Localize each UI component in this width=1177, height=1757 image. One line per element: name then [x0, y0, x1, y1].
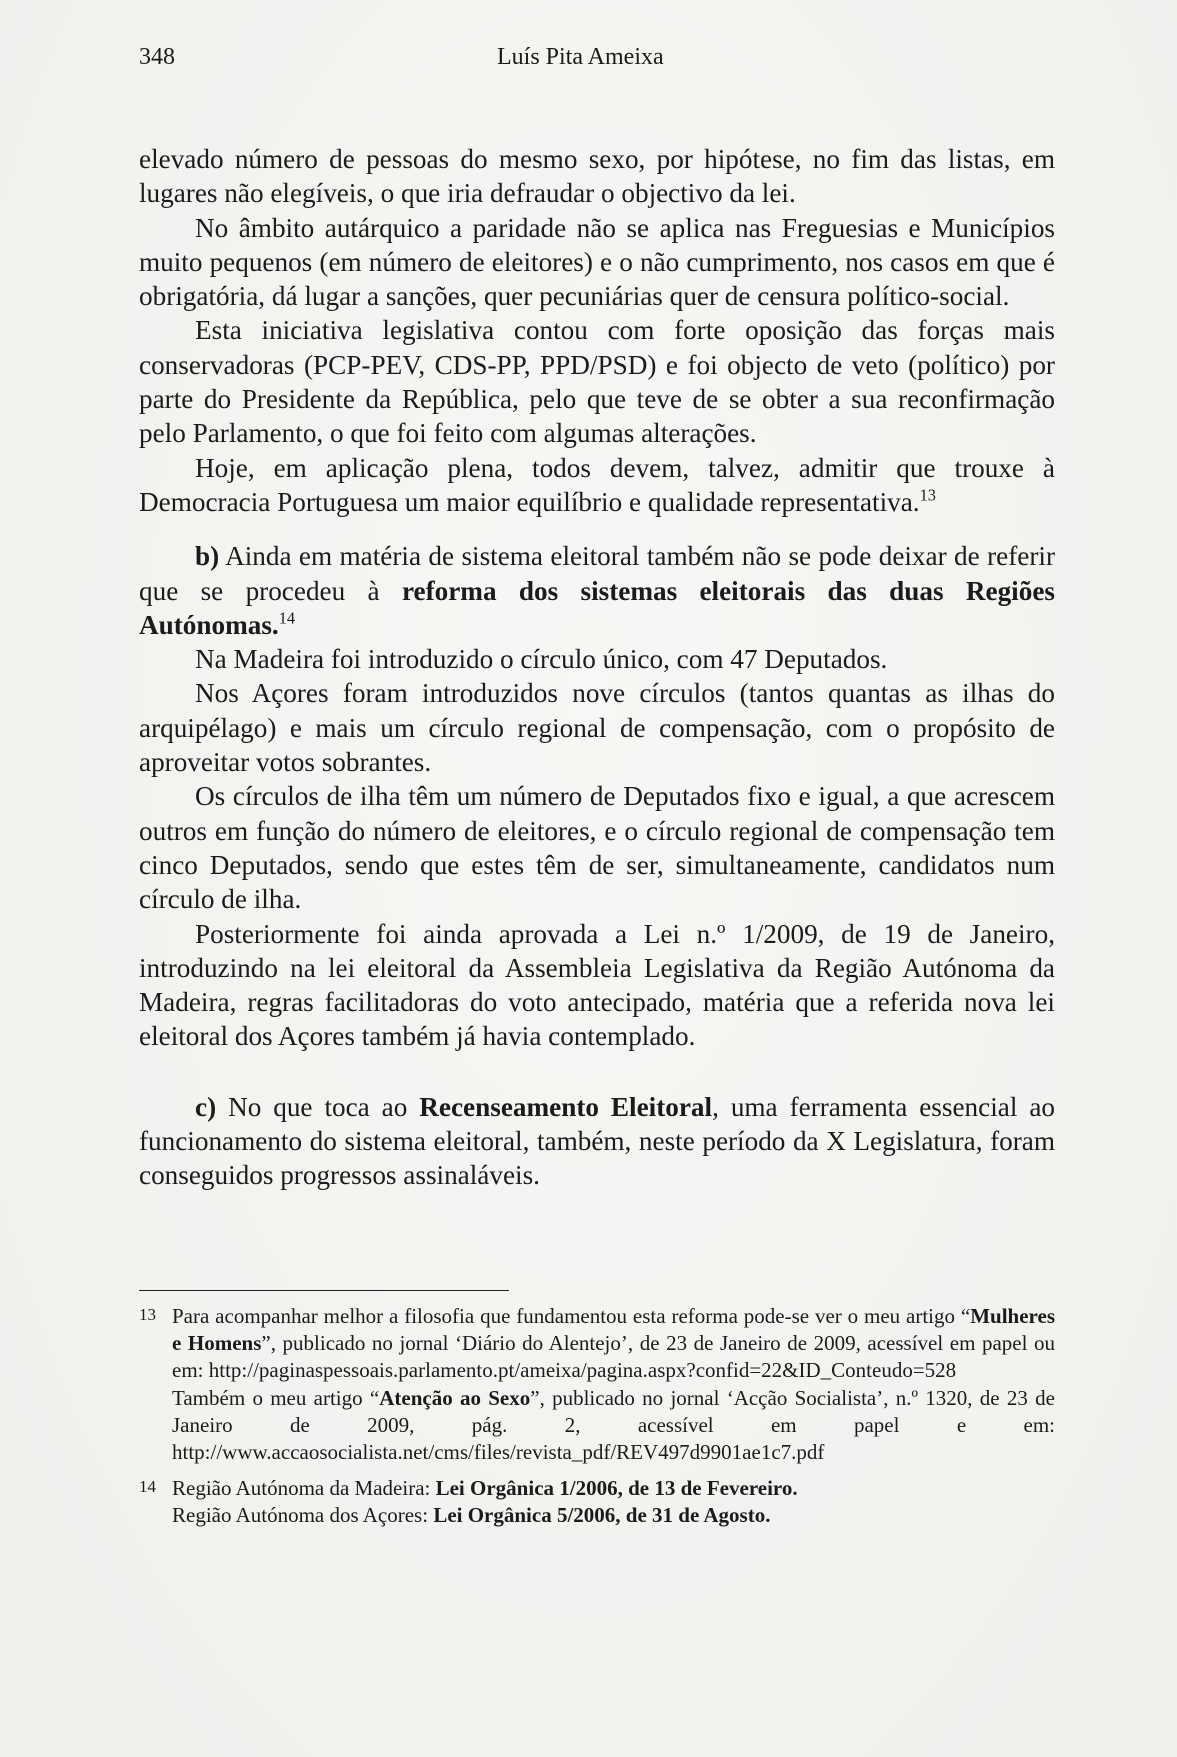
footnote-text-part: Região Autónoma da Madeira:	[172, 1476, 436, 1501]
paragraph-item-c	[139, 1090, 1055, 1193]
law-reference-azores: Lei Orgânica 5/2006, de 31 de Agosto.	[433, 1503, 771, 1528]
footnote-text	[172, 1502, 1055, 1529]
paragraph-island-circles: Os círculos de ilha têm um número de Deputados fixo e igual, a que acrescem outros em função do número de eleitores, e o círculo regional de compensação tem cinco Deputados, sendo que estes têm de ser, simultaneamente, candidatos num círculo de ilha.	[139, 781, 1055, 915]
footnote-text	[172, 1303, 1055, 1385]
article-title-atencao-ao-sexo: Atenção ao Sexo	[379, 1385, 531, 1410]
footnote-text-part: Região Autónoma dos Açores:	[172, 1503, 434, 1528]
footnote-number: 14	[139, 1477, 156, 1497]
footnote-ref-13[interactable]: 13	[919, 485, 936, 505]
bold-phrase-electoral-reform: reforma dos sistemas eleitorais das duas Regiões Autónomas.	[139, 575, 1055, 640]
footnote-number: 13	[139, 1305, 156, 1324]
paragraph-democracy-balance	[139, 451, 1055, 520]
footnote-text-part: Para acompanhar melhor a filosofia que fundamentou esta reforma pode-se ver o meu artigo “	[172, 1304, 971, 1328]
paragraph-text: Ainda em matéria de sistema eleitoral também não se pode deixar de referir que se procedeu à	[139, 541, 1055, 606]
paragraph-azores: Nos Açores foram introduzidos nove círculos (tantos quantas as ilhas do arquipélago) e mais um círculo regional de compensação, com o propósito de aproveitar votos sobrantes.	[139, 678, 1055, 778]
paragraph-municipal-parity: No âmbito autárquico a paridade não se aplica nas Freguesias e Municípios muito pequenos (em número de eleitores) e o não cumprimento, nos casos em que é obrigatória, dá lugar a sanções, quer pecuniárias quer de censura político-social.	[139, 212, 1055, 312]
paragraph-text: , uma ferramenta essencial ao funcionamento do sistema eleitoral, também, neste período da X Legislatura, foram conseguidos progressos assinaláveis.	[139, 1091, 1055, 1191]
footnotes	[139, 1303, 1055, 1539]
law-reference-madeira: Lei Orgânica 1/2006, de 13 de Fevereiro.	[435, 1476, 798, 1501]
footnote-14	[139, 1475, 1055, 1529]
footnote-text	[172, 1475, 1055, 1502]
paragraph-madeira: Na Madeira foi introduzido o círculo único, com 47 Deputados.	[195, 644, 888, 675]
paragraph-item-b	[139, 539, 1055, 642]
article-title-mulheres-e-homens: Mulheres e Homens	[172, 1304, 1055, 1356]
paragraph-legislative-opposition: Esta iniciativa legislativa contou com forte oposição das forças mais conservadoras (PCP-PEV, CDS-PP, PPD/PSD) e foi objecto de veto (político) por parte do Presidente da República, pelo que teve de se obter a sua reconfirmação pelo Parlamento, o que foi feito com algumas alterações.	[139, 315, 1055, 449]
paragraph-text: No que toca ao	[216, 1091, 420, 1122]
paragraph-law-2009: Posteriormente foi ainda aprovada a Lei n.º 1/2009, de 19 de Janeiro, introduzindo na lei eleitoral da Assembleia Legislativa da Região Autónoma da Madeira, regras facilitadoras do voto antecipado, matéria que a referida nova lei eleitoral dos Açores também já havia contemplado.	[139, 918, 1055, 1052]
footnote-text	[172, 1385, 1055, 1467]
running-header-author: Luís Pita Ameixa	[497, 44, 664, 70]
running-header	[139, 44, 1054, 80]
paragraph-text: Hoje, em aplicação plena, todos devem, talvez, admitir que trouxe à Democracia Portuguesa um maior equilíbrio e qualidade representativa.	[139, 452, 1055, 517]
main-text	[139, 142, 1055, 1193]
footnote-text-part: Também o meu artigo “	[172, 1385, 380, 1410]
footnote-text-part: ”, publicado no jornal ‘Acção Socialista’, n.º 1320, de 23 de Janeiro de 2009, pág. 2, acessível em papel e em: http://www.accaosocialista.net/cms/files/revista_pdf/REV497d9901ae1c7.pdf	[172, 1385, 1055, 1465]
bold-phrase-recenseamento: Recenseamento Eleitoral	[419, 1091, 713, 1122]
footnote-ref-14[interactable]: 14	[278, 608, 296, 628]
page-number: 348	[139, 44, 175, 70]
footnote-separator	[139, 1290, 509, 1291]
item-label-b: b)	[195, 541, 220, 572]
paragraph-continuation: elevado número de pessoas do mesmo sexo, por hipótese, no fim das listas, em lugares não elegíveis, o que iria defraudar o objectivo da lei.	[139, 144, 1055, 209]
footnote-13	[139, 1303, 1055, 1466]
item-label-c: c)	[195, 1091, 217, 1122]
footnote-text-part: ”, publicado no jornal ‘Diário do Alentejo’, de 23 de Janeiro de 2009, acessível em papel ou em: http://paginaspessoais.parlamento.pt/ameixa/pagina.aspx?confid=22&ID_Conteudo=528	[172, 1331, 1056, 1383]
